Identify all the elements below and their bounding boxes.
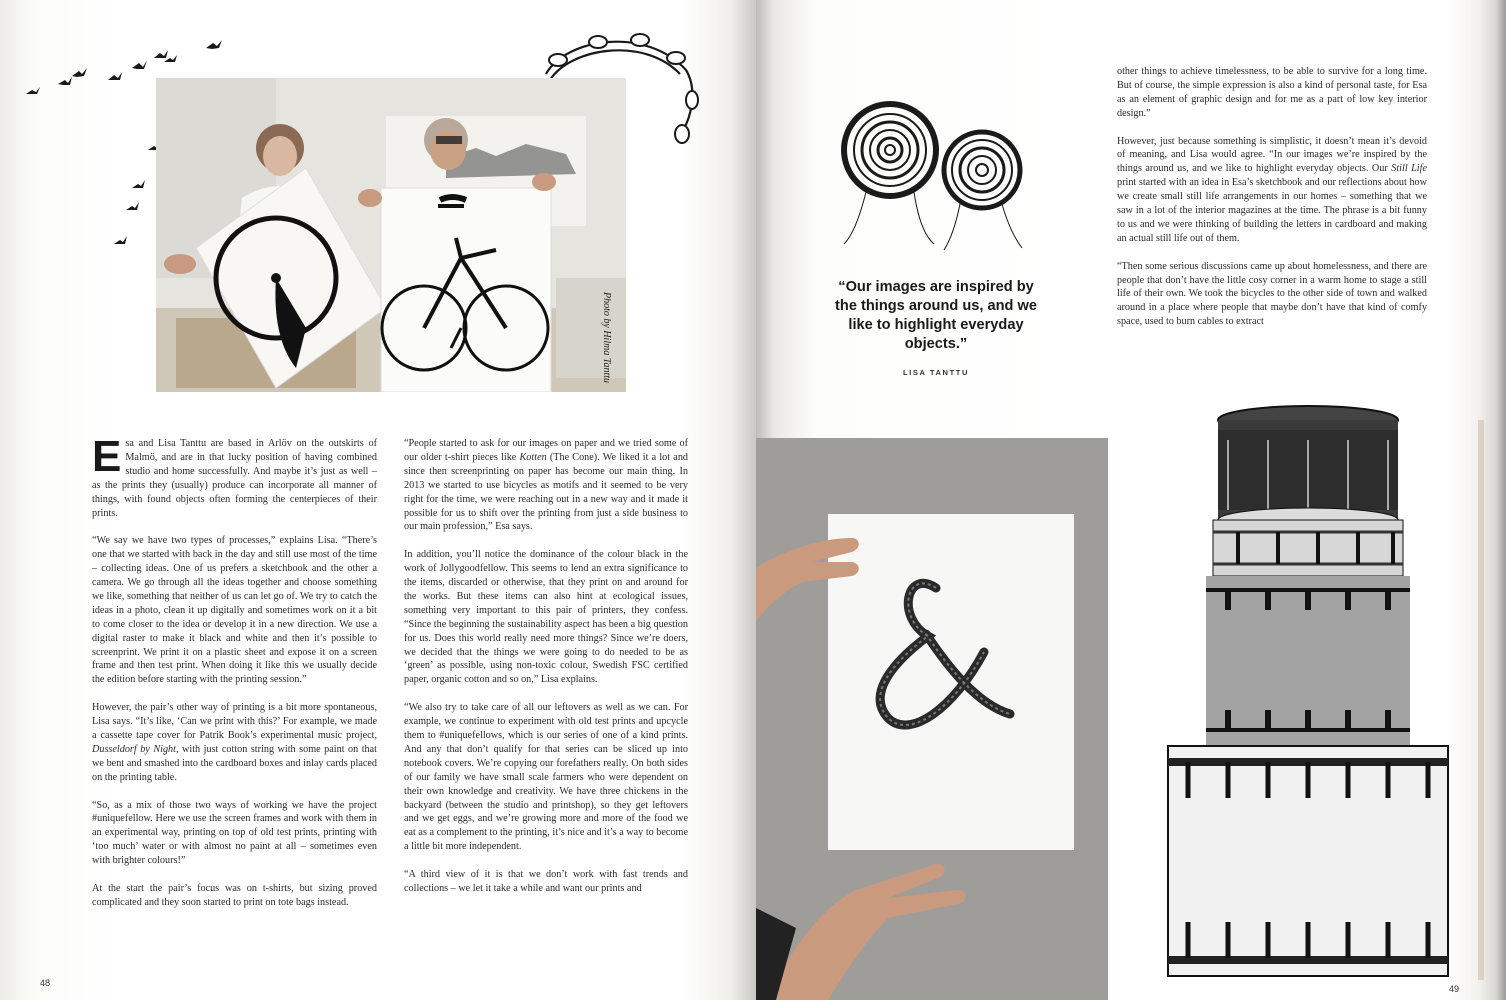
paragraph-text: , with just cotton string with some paint on that we bent and smashed into the cardboard boxes and inlay cards placed on the printing table.	[92, 743, 377, 783]
paragraph: “We also try to take care of all our leftovers as well as we can. For example, we continue to experiment with old test prints and upcycle them to #uniquefellows, which is our series of one of a kind prints. And any that don’t qualify for that series can be sliced up into notebook covers. We’re copying our forefathers really. On both sides of our family we have small scale farmers who were dependent on their own knowledge and creativity. We have three chickens in the backyard (between the studio and printshop), so they get leftovers and we get eggs, and we’re growing more and more of the food we eat as a complement to the printing, it’s nice and it’s a way to become a little bit more independent.	[404, 702, 688, 853]
ampersand-print-photo	[756, 438, 1108, 1000]
paragraph-text: print started with an idea in Esa’s sketchbook and our reflections about how we create small still life arrangements in our homes – something that we saw in a lot of the interior magazines at the time. The phrase is a bit funny to us and we were thinking of building the letters in cardboard and making an actual still life out of them.	[1117, 177, 1427, 244]
tree-ring-heads-illustration	[836, 100, 1036, 260]
page-edge	[1478, 420, 1484, 980]
paragraph: “Then some serious discussions came up about homelessness, and there are people that don’t have the little cosy corner in a warm home to stage a still life of their own. We took the bicycles to the other side of town and walked around in a place where people that maybe don’t have that kind of comfy space, used to burn cables to extract	[1117, 260, 1427, 328]
paragraph-text: However, just because something is simplistic, it doesn’t mean it’s devoid of meaning, and Lisa would agree. “In our images we’re inspired by the things around us, and we like to highlight everyday objects. Our	[1117, 135, 1427, 175]
photo-credit: Photo by Hilma Tanttu	[601, 292, 612, 384]
article-column-1	[92, 432, 377, 910]
paragraph-text: (The Cone). We liked it a lot and since then screenprinting on paper has become our main thing. In 2013 we started to use bicycles as motifs and it seemed to be very right for the time, we were reaching out in a new way and it made it possible for us to shift over the printing from just a side business to our main profession,” Esa says.	[404, 451, 689, 533]
page-number: 48	[40, 978, 51, 988]
italic-title: Still Life	[1391, 163, 1427, 175]
paragraph-text: However, the pair’s other way of printing is a bit more spontaneous, Lisa says. “It’s like, ‘Can we print with this?’ For example, we made a cassette tape cover for Patrik Book’s experimental music project,	[92, 702, 377, 741]
drum-stack-illustration	[1158, 400, 1458, 982]
page-number: 49	[1449, 984, 1460, 994]
paragraph	[92, 701, 377, 784]
paragraph-text: sa and Lisa Tanttu are based in Arlöv on the outskirts of Malmö, and are in that lucky position of having combined studio and home successfully. And maybe it’s just as well – as the prints they (usually) produce can incorporate all manner of things, with found objects often forming the centerpieces of their prints.	[92, 438, 377, 519]
paragraph: “So, as a mix of those two ways of working we have the project #uniquefellow. Here we use the screen frames and work with them in an experimental way, printing on top of old test prints, printing with ‘too much’ water or with almost no paint at all – sometimes even with brighter colours!”	[92, 799, 377, 867]
paragraph	[1117, 135, 1427, 246]
paragraph: “A third view of it is that we don’t work with fast trends and collections – we let it take a while and want our prints and	[404, 869, 688, 894]
paragraph	[404, 437, 688, 534]
paragraph: “We say we have two types of processes,” explains Lisa. “There’s one that we started with back in the day and still use most of the time – collecting ideas. One of us prefers a sketchbook and the other a camera. We go through all the ideas together and choose something we like, something that neither of us can let go of. We try to catch the ideas in a photo, clean it up digitally and sometimes work on it a bit to come closer to the idea or develop it in a new direction. We use a digital raster to make it black and white and then it’s possible to screenprint. We print it on a plastic sheet and expose it on a screen frame and then test print. When doing it like this we usually decide the edition before starting with the printing session.”	[92, 535, 377, 686]
pull-quote: “Our images are inspired by the things around us, and we like to highlight everyday objects.”	[835, 279, 1037, 352]
studio-photo-illustration	[156, 78, 626, 392]
ampersand-photo-illustration	[756, 438, 1108, 1000]
quote-attribution: LISA TANTTU	[903, 368, 969, 377]
article-column-3	[1117, 65, 1427, 329]
italic-title: Dusseldorf by Night	[92, 743, 176, 755]
italic-title: Kotten	[519, 451, 547, 463]
studio-photo	[156, 78, 626, 392]
paragraph: In addition, you’ll notice the dominance of the colour black in the work of Jollygoodfellow. This seems to lend an extra significance to the items, discarded or otherwise, that they print on and around for the works. But these items can also hint at ecological issues, something very important to this pair of printers, they confess. “Since the beginning the sustainability aspect has been a big question for us. Does this world really need more things? Since we’re doers, we decided that the things we were going to do needed to be as ‘green’ as possible, using non-toxic colour, Swedish FSC certified paper, organic cotton and so on,” Lisa explains.	[404, 549, 688, 686]
paragraph	[92, 432, 377, 520]
paragraph-text: “People started to ask for our images on paper and we tried some of our older t-shirt pieces like	[404, 438, 688, 463]
paragraph: other things to achieve timelessness, to be able to survive for a long time. But of course, the simple expression is also a kind of personal taste, for Esa as an element of graphic design and for me as a part of low key interior design.”	[1117, 66, 1427, 119]
drop-cap: E	[92, 432, 122, 481]
article-column-2	[404, 437, 688, 896]
paragraph: At the start the pair’s focus was on t-shirts, but sizing proved complicated and they soon started to print on tote bags instead.	[92, 882, 377, 908]
